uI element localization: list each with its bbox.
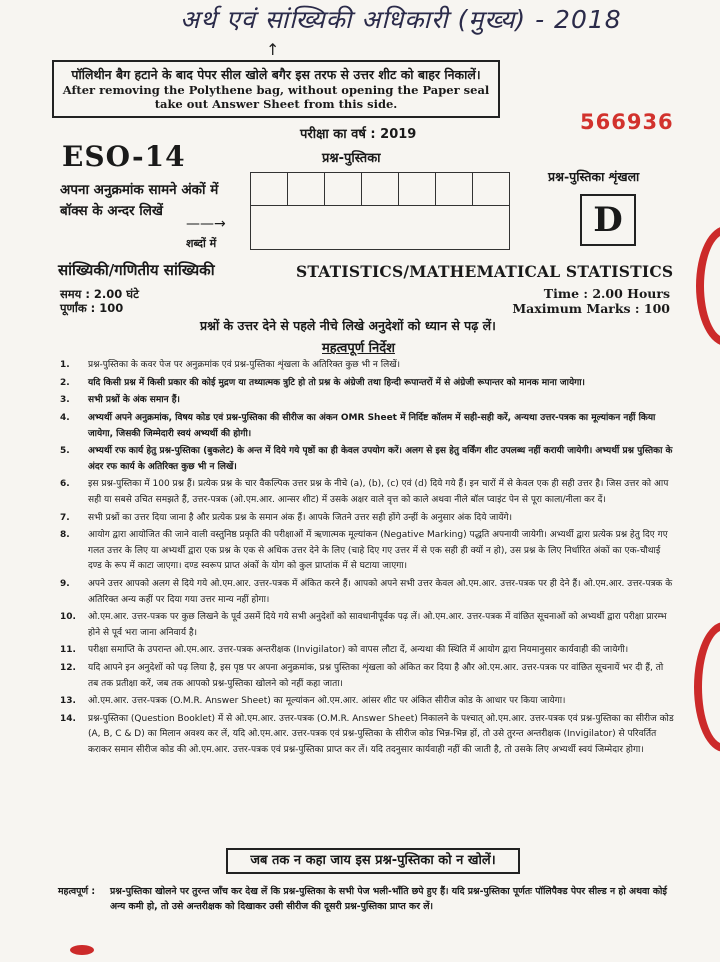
roll-digit-cell[interactable] <box>436 173 473 205</box>
list-item <box>60 661 674 692</box>
subject-english: STATISTICS/MATHEMATICAL STATISTICS <box>296 262 674 281</box>
item-text: सभी प्रश्नों के अंक समान हैं। <box>88 395 180 406</box>
list-item <box>60 376 674 392</box>
important-label: महत्वपूर्ण : <box>58 886 96 897</box>
roll-digit-cells <box>251 173 509 206</box>
item-number: 7. <box>60 512 70 523</box>
item-text: ओ.एम.आर. उत्तर-पत्रक पर कुछ लिखने के पूर्व उसमें दिये गये सभी अनुदेशों को सावधानीपूर्वक पढ़ लें। ओ.एम.आर. उत्तर-पत्रक में वांछित सूचनाओं को अभ्यर्थी द्वारा परीक्षा प्रारम्भ होने से पूर्व भरा जाना अनिवार्य है। <box>88 612 667 638</box>
item-number: 1. <box>60 360 70 370</box>
roll-number-box[interactable] <box>250 172 510 250</box>
item-text: ओ.एम.आर. उत्तर-पत्रक (O.M.R. Answer Sheet) का मूल्यांकन ओ.एम.आर. आंसर शीट पर अंकित सीरीज कोड के आधार पर किया जायेगा। <box>88 696 566 707</box>
notice-english-line2: take out Answer Sheet from this side. <box>154 97 398 111</box>
seal-stamp-bottom <box>694 622 720 752</box>
item-number: 12. <box>60 663 76 674</box>
list-item <box>60 712 674 759</box>
right-arrow-icon: ——→ <box>186 216 226 232</box>
notice-hindi: पॉलिथीन बैग हटाने के बाद पेपर सील खोले बगैर इस तरफ से उत्तर शीट को बाहर निकालें। <box>71 67 481 82</box>
list-item <box>60 444 674 475</box>
seal-stamp-top <box>696 226 720 346</box>
item-text: अभ्यर्थी रफ कार्य हेतु प्रश्न-पुस्तिका (बुकलेट) के अन्त में दिये गये पृष्ठों का ही केवल उपयोग करें। अलग से इस हेतु वर्किंग शीट उपलब्ध नहीं करायी जायेगी। अभ्यर्थी प्रश्न पुस्तिका के अंदर रफ कार्य के अतिरिक्त कुछ भी न लिखें। <box>88 446 673 472</box>
roll-label-line1: अपना अनुक्रमांक सामने अंकों में <box>60 182 219 198</box>
item-text: यदि आपने इन अनुदेशों को पढ़ लिया है, इस पृष्ठ पर अपना अनुक्रमांक, प्रश्न पुस्तिका शृंखला को अंकित कर दिया है और ओ.एम.आर. उत्तर-पत्रक पर वांछित सूचनायें भर दी हैं, तो तब तक प्रतीक्षा करें, जब तक आपको प्रश्न-पुस्तिका खोलने को नहीं कहा जाता। <box>88 663 664 689</box>
read-first-note: प्रश्नों के उत्तर देने से पहले नीचे लिखे अनुदेशों को ध्यान से पढ़ लें। <box>200 318 496 333</box>
list-item <box>60 477 674 508</box>
series-box: D <box>580 194 636 246</box>
item-number: 10. <box>60 612 76 623</box>
roll-digit-cell[interactable] <box>325 173 362 205</box>
item-text: प्रश्न-पुस्तिका के कवर पेज पर अनुक्रमांक एवं प्रश्न-पुस्तिका शृंखला के अतिरिक्त कुछ भी न लिखें। <box>88 360 400 370</box>
list-item <box>60 358 674 374</box>
item-text: परीक्षा समाप्ति के उपरान्त ओ.एम.आर. उत्तर-पत्रक अन्तरीक्षक (Invigilator) को वापस लौटा दें, अन्यथा की स्थिति में आयोग द्वारा नियमानुसार कार्यवाही की जायेगी। <box>88 645 629 656</box>
item-text: अपने उत्तर आपको अलग से दिये गये ओ.एम.आर. उत्तर-पत्रक में अंकित करने हैं। आपको अपने सभी उत्तर केवल ओ.एम.आर. उत्तर-पत्रक पर ही देने हैं। ओ.एम.आर. उत्तर-पत्रक के अतिरिक्त अन्य कहीं पर दिया गया उत्तर मान्य नहीं होगा। <box>88 579 673 605</box>
list-item <box>60 411 674 442</box>
item-text: प्रश्न-पुस्तिका (Question Booklet) में से ओ.एम.आर. उत्तर-पत्रक (O.M.R. Answer Sheet) निकालने के पश्चात् ओ.एम.आर. उत्तर-पत्रक एवं प्रश्न-पुस्तिका का सीरीज कोड (A, B, C & D) का मिलान अवश्य कर लें, यदि ओ.एम.आर. उत्तर-पत्रक एवं प्रश्न-पुस्तिका के सीरीज कोड भिन्न-भिन्न हों, तो उसे तुरन्त अन्तरीक्षक (Invigilator) से परिवर्तित कराकर समान सीरीज कोड की ओ.एम.आर. उत्तर-पत्रक एवं प्रश्न-पुस्तिका प्राप्त कर लें। यदि तदनुसार कार्यवाही नहीं की जाती है, तो उसके लिए अभ्यर्थी स्वयं जिम्मेदार होगा। <box>88 713 674 755</box>
time-hindi: समय : 2.00 घंटे <box>60 287 139 301</box>
list-item <box>60 528 674 575</box>
list-item <box>60 577 674 608</box>
list-item <box>60 393 674 409</box>
item-number: 5. <box>60 446 70 457</box>
item-number: 9. <box>60 579 70 589</box>
do-not-open-notice: जब तक न कहा जाय इस प्रश्न-पुस्तिका को न खोलें। <box>226 848 520 874</box>
item-number: 3. <box>60 395 70 406</box>
serial-number: 566936 <box>580 110 674 134</box>
paper-code: ESO-14 <box>62 140 186 173</box>
roll-digit-cell[interactable] <box>362 173 399 205</box>
red-ink-mark <box>70 945 94 955</box>
roll-digit-cell[interactable] <box>251 173 288 205</box>
roll-words-field[interactable] <box>251 206 509 250</box>
booklet-label: प्रश्न-पुस्तिका <box>322 151 381 166</box>
list-item <box>60 643 674 659</box>
item-number: 6. <box>60 479 70 490</box>
item-number: 11. <box>60 645 76 656</box>
item-text: यदि किसी प्रश्न में किसी प्रकार की कोई मुद्रण या तथ्यात्मक त्रुटि हो तो प्रश्न के अंग्रेजी तथा हिन्दी रूपान्तरों में से अंग्रेजी रूपान्तर को मानक माना जायेगा। <box>88 377 585 388</box>
up-arrow-icon: ↑ <box>266 40 280 59</box>
list-item <box>60 694 674 710</box>
item-text: सभी प्रश्नों का उत्तर दिया जाना है और प्रत्येक प्रश्न के समान अंक हैं। आपके जितने उत्तर सही होंगे उन्हीं के अनुसार अंक दिये जायेंगे। <box>88 512 512 523</box>
time-english: Time : 2.00 Hours <box>543 286 670 301</box>
words-label: शब्दों में <box>186 237 217 250</box>
time-marks-english <box>512 286 670 316</box>
important-note <box>58 884 680 914</box>
item-text: अभ्यर्थी अपने अनुक्रमांक, विषय कोड एवं प्रश्न-पुस्तिका की सीरीज का अंकन OMR Sheet में निर्दिष्ट कॉलम में सही-सही करें, अन्यथा उत्तर-पत्रक का मूल्यांकन नहीं किया जायेगा, जिसकी जिम्मेदारी स्वयं अभ्यर्थी की होगी। <box>88 413 656 439</box>
marks-english: Maximum Marks : 100 <box>512 301 670 316</box>
list-item <box>60 610 674 641</box>
item-number: 2. <box>60 377 70 388</box>
marks-hindi: पूर्णांक : 100 <box>60 301 124 315</box>
subject-hindi: सांख्यिकी/गणितीय सांख्यिकी <box>58 261 215 279</box>
item-text: इस प्रश्न-पुस्तिका में 100 प्रश्न हैं। प्रत्येक प्रश्न के चार वैकल्पिक उत्तर प्रश्न के नीचे (a), (b), (c) एवं (d) दिये गये हैं। इन चारों में से केवल एक ही सही उत्तर है। जिस उत्तर को आप सही या सबसे उचित समझते हैं, उत्तर-पत्रक (ओ.एम.आर. आन्सर शीट) में उसके अक्षर वाले वृत्त को काले अथवा नीले बॉल प्वाइंट पेन से पूरा काला/नीला कर दें। <box>88 479 669 505</box>
exam-year: परीक्षा का वर्ष : 2019 <box>300 127 417 142</box>
item-number: 8. <box>60 530 70 541</box>
instructions-list <box>60 358 674 761</box>
seal-notice-box <box>52 60 500 118</box>
notice-english-line1: After removing the Polythene bag, without opening the Paper seal <box>62 83 490 97</box>
roll-digit-cell[interactable] <box>399 173 436 205</box>
item-number: 4. <box>60 413 70 424</box>
list-item <box>60 511 674 527</box>
instructions-title: महत्वपूर्ण निर्देश <box>322 341 395 356</box>
important-text: प्रश्न-पुस्तिका खोलने पर तुरन्त जाँच कर देख लें कि प्रश्न-पुस्तिका के सभी पेज भली-भाँति छपे हुए हैं। यदि प्रश्न-पुस्तिका पूर्णतः पॉलिपैक्ड पेपर सील्ड न हो अथवा कोई अन्य कमी हो, तो उसे अन्तरीक्षक को दिखाकर उसी सीरीज की दूसरी प्रश्न-पुस्तिका प्राप्त कर लें। <box>110 886 667 912</box>
time-marks-hindi <box>60 287 139 315</box>
roll-label-line2: बॉक्स के अन्दर लिखें <box>60 203 163 219</box>
series-label: प्रश्न-पुस्तिका शृंखला <box>548 169 640 184</box>
roll-digit-cell[interactable] <box>288 173 325 205</box>
item-number: 13. <box>60 696 76 707</box>
item-number: 14. <box>60 713 76 724</box>
item-text: आयोग द्वारा आयोजित की जाने वाली वस्तुनिष्ठ प्रकृति की परीक्षाओं में ऋणात्मक मूल्यांकन (Negative Marking) पद्धति अपनायी जायेगी। अभ्यर्थी द्वारा प्रत्येक प्रश्न हेतु दिए गए गलत उत्तर के लिए या अभ्यर्थी द्वारा एक प्रश्न के एक से अधिक उत्तर देने के लिए (चाहे दिए गए उत्तर में से एक सही ही क्यों न हो), उस प्रश्न के लिए निर्धारित अंकों का एक-चौथाई दण्ड के रूप में काटा जाएगा। दण्ड स्वरूप प्राप्त अंकों के योग को कुल प्राप्तांक में से घटाया जाएगा। <box>88 530 668 572</box>
handwritten-note: अर्थ एवं सांख्यिकी अधिकारी (मुख्य) - 2018 <box>180 5 622 34</box>
roll-digit-cell[interactable] <box>473 173 509 205</box>
